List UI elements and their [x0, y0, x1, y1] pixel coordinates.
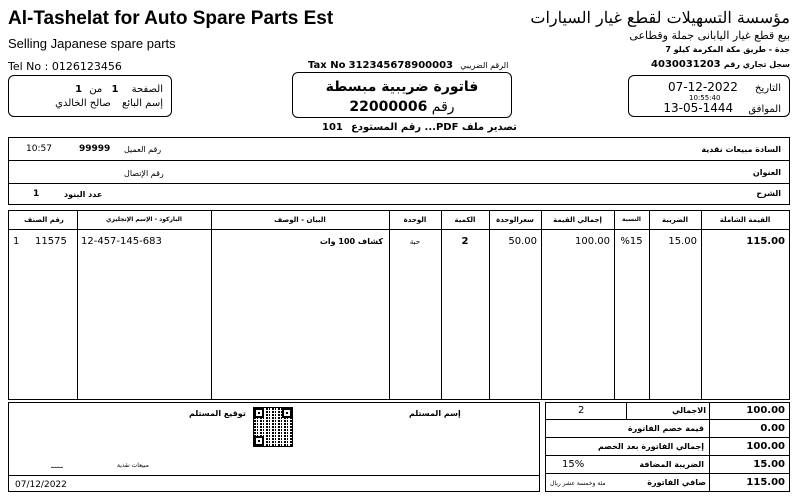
row-qty: 2	[461, 236, 469, 247]
date-line	[668, 80, 781, 94]
seller-name: صالح الخالدي	[55, 98, 111, 109]
page-total: 1	[75, 84, 83, 95]
invoice-time: 10:55:40	[689, 94, 721, 102]
customer-name: السادة مبيعات نقدية	[701, 145, 781, 154]
after-discount-value: 100.00	[746, 441, 785, 452]
header-barcode: الباركود - الإسم الإنجليزي	[106, 216, 182, 223]
invoice-date: 2022-12-07	[668, 80, 738, 94]
net-label: صافي الفاتورة	[647, 478, 706, 487]
page-line	[75, 84, 163, 95]
header-tax-rate: النسبة	[622, 216, 641, 223]
date-label: التاريخ	[755, 83, 781, 94]
date-box	[628, 75, 790, 117]
header-item-code: رقم الصنف	[24, 216, 64, 224]
company-name-ar: مؤسسة التسهيلات لقطع غيار السيارات	[530, 8, 790, 27]
hijri-date: 1444-05-13	[663, 101, 734, 115]
export-line	[322, 122, 517, 133]
customer-number-label: رقم العميل	[124, 145, 162, 154]
seller-label: إسم البائع	[122, 98, 163, 109]
tagline-ar: بيع قطع غيار اليابانى جملة وقطاعى	[629, 29, 790, 42]
contact-label: رقم الإتصال	[124, 169, 164, 178]
header-unit-price: سعرالوحدة	[496, 216, 534, 224]
row-unit: حبة	[409, 238, 421, 246]
header-unit: الوحدة	[403, 216, 427, 224]
row-total-incl: 115.00	[746, 236, 785, 247]
qr-code	[253, 407, 293, 447]
receiver-name-label: إسم المستلم	[409, 409, 461, 418]
tax-label-ar: الرقم الضريبي	[460, 61, 509, 70]
page-number: 1	[111, 84, 119, 95]
address-label: العنوان	[752, 168, 781, 177]
total-label: الاجمالي	[672, 406, 706, 415]
invoice-number: 22000006	[349, 99, 428, 115]
page-seller-box	[8, 75, 172, 117]
sales-type: مبيعات نقدية	[117, 462, 149, 469]
discount-value: 0.00	[760, 423, 785, 434]
invoice-title-box	[292, 72, 512, 118]
tel-number: Tel No : 0126123456	[8, 60, 122, 73]
warehouse-number: 101	[322, 122, 343, 133]
net-value: 115.00	[746, 477, 785, 488]
row-item-code: 11575	[35, 236, 67, 247]
header-qty: الكمية	[454, 216, 476, 224]
address-ar: جدة - طريق مكة المكرمة كيلو 7	[665, 45, 790, 54]
sales-mark: ___	[51, 459, 63, 468]
tagline-en: Selling Japanese spare parts	[8, 36, 176, 51]
total-value: 100.00	[746, 405, 785, 416]
print-date: 07/12/2022	[15, 480, 67, 490]
after-discount-label: إجمالي الفاتورة بعد الخصم	[598, 442, 704, 451]
header-total-incl: القيمة الشاملة	[719, 216, 771, 224]
totals-box	[545, 402, 790, 492]
receiver-sign-label: توقيع المستلم	[189, 409, 246, 418]
cr-number: 4030031203	[651, 59, 721, 70]
vat-value: 15.00	[753, 459, 785, 470]
row-barcode: 12-457-145-683	[81, 236, 162, 247]
amount-in-words: مئة وخمسة عشر ريال	[550, 480, 606, 487]
of-label: من	[89, 84, 103, 95]
invoice-number-label: رقم	[431, 99, 455, 115]
customer-box	[8, 137, 790, 205]
seller-line	[55, 98, 163, 109]
discount-label: قيمة خصم الفاتورة	[627, 424, 704, 433]
header-description: البيان - الوصف	[274, 216, 326, 224]
row-seq: 1	[13, 236, 20, 247]
row-tax: 15.00	[668, 236, 697, 247]
row-description: كشاف 100 وات	[319, 237, 383, 246]
page-label: الصفحة	[131, 84, 163, 95]
notes-label: الشرح	[756, 189, 781, 198]
customer-number: 99999	[79, 144, 111, 154]
invoice-number-line	[293, 99, 511, 115]
invoice-type: فاتورة ضريبية مبسطة	[325, 79, 479, 95]
items-count-label: عدد البنود	[64, 190, 103, 199]
hijri-label: الموافق	[748, 104, 781, 115]
export-text: تصدير ملف PDF... رقم المستودع	[351, 122, 517, 133]
row-tax-rate: %15	[620, 236, 643, 247]
total-qty: 2	[578, 405, 585, 416]
vat-rate: 15%	[562, 459, 585, 470]
header-total-value: إجمالي القيمة	[553, 216, 602, 224]
tax-label-en: Tax No	[308, 60, 346, 71]
hijri-line	[663, 101, 781, 115]
tax-number: 312345678900003	[348, 60, 454, 71]
items-table	[8, 210, 790, 400]
tax-line	[308, 60, 508, 71]
row-unit-price: 50.00	[508, 236, 537, 247]
header-tax: الضريبة	[661, 216, 688, 224]
cr-label: سجل تجاري رقم	[723, 60, 790, 69]
company-name-en: Al-Tashelat for Auto Spare Parts Est	[8, 8, 334, 29]
cr-line	[651, 59, 790, 70]
row-total-value: 100.00	[575, 236, 610, 247]
customer-time: 10:57	[26, 144, 52, 154]
vat-label: الضريبة المضافة	[639, 460, 704, 469]
items-count: 1	[33, 189, 40, 199]
